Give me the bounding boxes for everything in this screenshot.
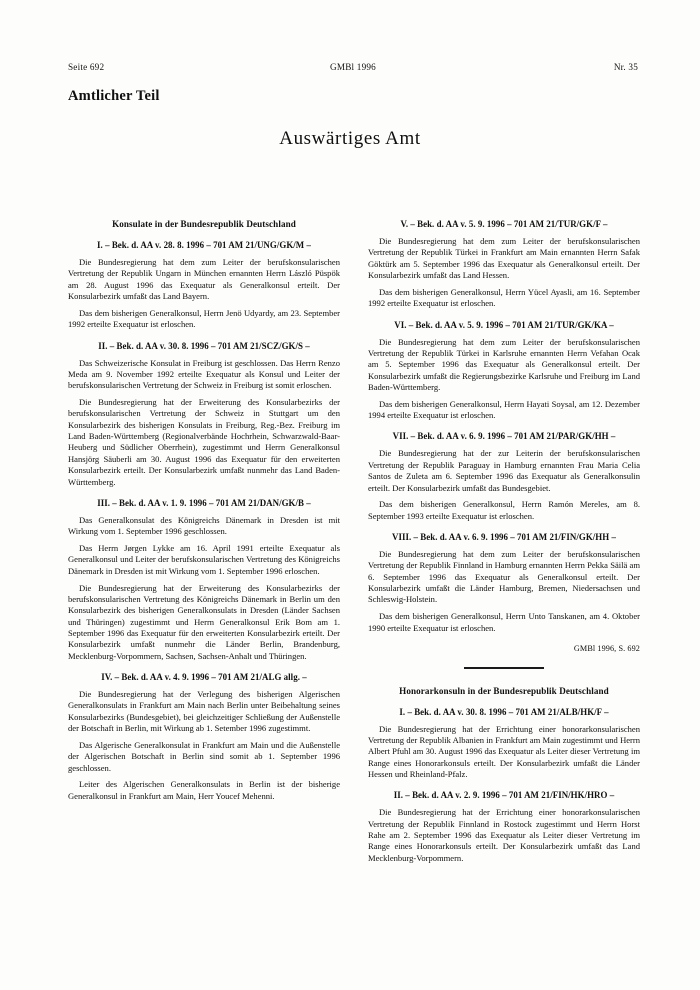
item-title-VI: VI. – Bek. d. AA v. 5. 9. 1996 – 701 AM 21/TUR/GK/KA – [394, 319, 614, 330]
item-title-VIII: VIII. – Bek. d. AA v. 6. 9. 1996 – 701 AM 21/FIN/GK/HH – [392, 532, 616, 543]
page-title: Auswärtiges Amt [279, 128, 421, 149]
paragraph: Das Algerische Generalkonsulat in Frankfurt am Main und die Außenstelle der Algerischen Botschaft in Berlin sind somit ab 1. September 1996 geschlossen. [68, 739, 340, 773]
paragraph: Das dem bisherigen Generalkonsul, Herrn Hayati Soysal, am 12. Dezember 1994 erteilte Exequatur ist erloschen. [368, 398, 640, 421]
paragraph: Die Bundesregierung hat der Verlegung des bisherigen Algerischen Generalkonsulats in Frankfurt am Main nach Berlin unter Beibehaltung seines Konsularbezirks (Bundesgebiet), bei gleichzeitiger Schließung der Außenstelle der Botschaft in Berlin, mit Wirkung ab 1. Setember 1996 zugestimmt. [68, 688, 340, 733]
paragraph: Das dem bisherigen Generalkonsul, Herrn Jenö Udyardy, am 23. September 1992 erteilte Exequatur ist erloschen. [68, 307, 340, 330]
page-number-left: Seite 692 [68, 62, 105, 72]
item-title-V: V. – Bek. d. AA v. 5. 9. 1996 – 701 AM 21/TUR/GK/F – [400, 219, 608, 229]
gazette-name: GMBl 1996 [330, 62, 376, 72]
paragraph: Leiter des Algerischen Generalkonsulats in Berlin ist der bisherige Generalkonsul in Frankfurt am Main, Herr Youcef Mehenni. [68, 779, 340, 801]
source-citation: GMBl 1996, S. 692 [573, 643, 640, 653]
issue-number: Nr. 35 [613, 62, 638, 72]
paragraph: Das Generalkonsulat des Königreichs Dänemark in Dresden ist mit Wirkung vom 1. September 1996 geschlossen. [68, 514, 340, 537]
two-column-body [68, 218, 640, 958]
left-column [68, 218, 340, 958]
paragraph: Die Bundesregierung hat dem zum Leiter der berufskonsularischen Vertretung der Republik Türkei in Karlsruhe ernannten Herrn Vefahan Ocak am 5. September 1996 das Exequatur als Generalkonsul erteilt. Der Konsularbezirk umfaßt die Regierungsbezirke Karlsruhe und Freiburg im Land Baden-Württemberg. [368, 336, 640, 392]
divider-rule [464, 667, 544, 668]
paragraph: Die Bundesregierung hat der Erweiterung des Konsularbezirks der berufskonsularischen Vertretung der Schweiz in Stuttgart um den Konsularbezirk des bisherigen Konsulats in Freiburg, Reg.-Bez. Freiburg im Land Baden-Württemberg (Regionalverbände Hochrhein, Schwarzwald-Baar-Heuberg und Südlicher Oberrhein), zugestimmt und Herrn Generalkonsul Hansjörg Säuberli am 30. August 1996 das Exequatur für den erweiterten Konsularbezirk erteilt. Der Konsularbezirk umfaßt nunmehr das Land Baden-Württemberg. [68, 397, 340, 487]
paragraph: Die Bundesregierung hat der Errichtung einer honorarkonsularischen Vertretung der Republik Finnland in Rostock zugestimmt und Herrn Horst Rahe am 2. September 1996 das Exequatur als Leiter dieser Vertretung im Range eines Honorarkonsuls erteilt. Der Konsularbezirk umfaßt das Land Mecklenburg-Vorpommern. [368, 807, 640, 863]
item-title-III: III. – Bek. d. AA v. 1. 9. 1996 – 701 AM 21/DAN/GK/B – [97, 497, 311, 508]
item-title-VII: VII. – Bek. d. AA v. 6. 9. 1996 – 701 AM 21/PAR/GK/HH – [392, 431, 616, 442]
item-title-hk-II: II. – Bek. d. AA v. 2. 9. 1996 – 701 AM 21/FIN/HK/HRO – [393, 790, 615, 801]
paragraph: Die Bundesregierung hat der Errichtung einer honorarkonsularischen Vertretung der Republik Albanien in Frankfurt am Main zugestimmt und Herrn Albert Pfuhl am 30. August 1996 das Exequatur als Leiter dieser Vertretung im Range eines Honorarkonsuls erteilt. Der Konsularbezirk umfaßt die Länder Hessen und Rheinland-Pfalz. [368, 723, 640, 779]
paragraph: Das dem bisherigen Generalkonsul, Herrn Yücel Ayasli, am 16. September 1992 erteilte Exequatur ist erloschen. [368, 286, 640, 309]
item-title-IV: IV. – Bek. d. AA v. 4. 9. 1996 – 701 AM 21/ALG allg. – [101, 671, 307, 682]
right-column [368, 218, 640, 958]
paragraph: Die Bundesregierung hat dem zum Leiter der berufskonsularischen Vertretung der Republik Ungarn in München ernannten Herrn László Püspök am 28. August 1996 das Exequatur als Generalkonsul erteilt. Der Konsularbezirk umfaßt das Land Bayern. [68, 257, 340, 302]
section-heading-honorarkonsuln: Honorarkonsuln in der Bundesrepublik Deutschland [399, 685, 609, 696]
paragraph: Das Schweizerische Konsulat in Freiburg ist geschlossen. Das Herrn Renzo Meda am 9. November 1992 erteilte Exequatur als Konsul und Leiter der berufskonsularischen Vertretung der Schweiz in Freiburg ist somit erloschen. [68, 357, 340, 391]
item-title-hk-I: I. – Bek. d. AA v. 30. 8. 1996 – 701 AM 21/ALB/HK/F – [399, 706, 609, 717]
paragraph: Das dem bisherigen Generalkonsul, Herrn Ramón Mereles, am 8. September 1993 erteilte Exequatur ist erloschen. [368, 499, 640, 521]
section-heading-konsulate: Konsulate in der Bundesrepublik Deutschland [112, 219, 296, 229]
paragraph: Die Bundesregierung hat dem zum Leiter der berufskonsularischen Vertretung der Republik Türkei in Frankfurt am Main ernannten Herrn Safak Göktürk am 5. September 1996 das Exequatur als Generalkonsul erteilt. Der Konsularbezirk umfaßt das Land Hessen. [368, 236, 640, 281]
item-title-I: I. – Bek. d. AA v. 28. 8. 1996 – 701 AM 21/UNG/GK/M – [97, 240, 311, 250]
item-title-II: II. – Bek. d. AA v. 30. 8. 1996 – 701 AM 21/SCZ/GK/S – [98, 340, 310, 351]
paragraph: Die Bundesregierung hat der Erweiterung des Konsularbezirks der berufskonsularischen Vertretung des Königreichs Dänemark in Berlin um den Konsularbezirk des bisherigen Generalkonsulats in Dresden (Länder Sachsen und Thüringen) zugestimmt und Herrn Generalkonsul Erik Bom am 1. September 1996 das Exequatur für den erweiterten Konsularbezirk erteilt. Der Konsularbezirk umfaßt nunmehr die Länder Berlin, Brandenburg, Mecklenburg-Vorpommern, Sachsen, Sachsen-Anhalt und Thüringen. [68, 582, 340, 661]
paragraph: Das dem bisherigen Generalkonsul, Herrn Unto Tanskanen, am 4. Oktober 1990 erteilte Exequatur ist erloschen. [368, 611, 640, 633]
paragraph: Die Bundesregierung hat dem zum Leiter der berufskonsularischen Vertretung der Republik Finnland in Hamburg ernannten Herrn Pekka Säilä am 6. September 1996 das Exequatur als Generalkonsul erteilt. Der Konsularbezirk umfaßt die Länder Hamburg, Bremen, Niedersachsen und Schleswig-Holstein. [368, 549, 640, 605]
section-divider [368, 667, 640, 668]
running-head [68, 62, 638, 72]
paragraph: Das Herrn Jørgen Lykke am 16. April 1991 erteilte Exequatur als Generalkonsul und Leiter der berufskonsularischen Vertretung des Königreichs Dänemark in Dresden ist mit Wirkung vom 1. September 1996 erloschen. [68, 543, 340, 576]
part-title: Amtlicher Teil [68, 88, 160, 104]
paragraph: Die Bundesregierung hat der zur Leiterin der berufskonsularischen Vertretung der Republik Paraguay in Hamburg ernannten Frau Maria Celia Santos de Zuleta am 6. September 1996 das Exequatur als Generalkonsulin erteilt. Der Konsularbezirk umfaßt das Bundesgebiet. [368, 448, 640, 493]
